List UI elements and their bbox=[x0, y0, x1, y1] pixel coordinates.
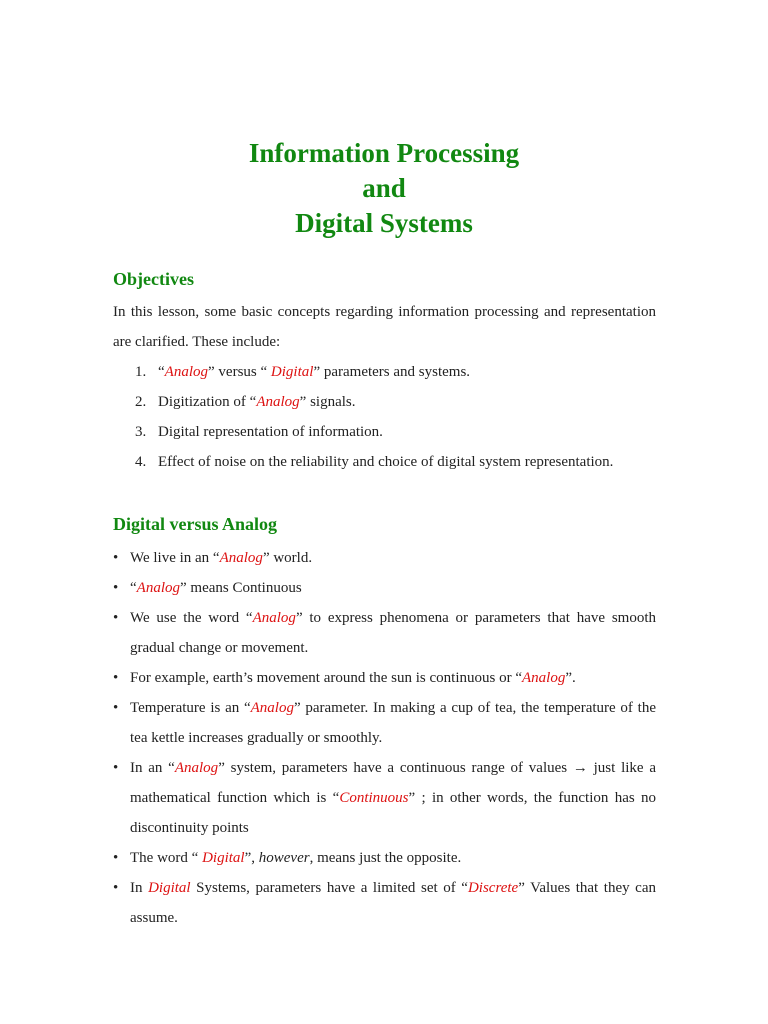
bullet-icon: • bbox=[113, 580, 119, 596]
title-line-1: Information Processing bbox=[248, 138, 520, 168]
objective-item: 3. Digital representation of information. bbox=[135, 424, 383, 440]
bullet-icon: • bbox=[113, 610, 119, 626]
title-line-2: and bbox=[362, 173, 406, 203]
digital-versus-analog-heading: Digital versus Analog bbox=[113, 514, 278, 534]
bullet-item: • In Digital Systems, parameters have a limited set of “Discrete” Values that they can assume. bbox=[113, 873, 656, 933]
bullet-icon: • bbox=[113, 670, 119, 686]
bullet-icon: • bbox=[113, 880, 119, 896]
arrow-right-icon: → bbox=[572, 760, 588, 776]
digital-versus-analog-list bbox=[113, 543, 656, 933]
bullet-icon: • bbox=[113, 700, 119, 716]
bullet-item: • In an “Analog” system, parameters have a continuous range of values → just like a mathematical function which is “Continuous” ; in other words, the function has no discontinuity points bbox=[113, 753, 656, 843]
document-title bbox=[0, 136, 768, 241]
bullet-item: • For example, earth’s movement around the sun is continuous or “Analog”. bbox=[113, 663, 656, 693]
objectives-heading: Objectives bbox=[113, 269, 194, 289]
bullet-item: • We live in an “Analog” world. bbox=[113, 543, 656, 573]
bullet-icon: • bbox=[113, 550, 119, 566]
bullet-item: • The word “ Digital”, however, means just the opposite. bbox=[113, 843, 656, 873]
objective-item: 2. Digitization of “Analog” signals. bbox=[135, 394, 356, 410]
title-line-3: Digital Systems bbox=[295, 208, 473, 238]
bullet-item: • We use the word “Analog” to express phenomena or parameters that have smooth gradual change or movement. bbox=[113, 603, 656, 663]
bullet-item: • Temperature is an “Analog” parameter. In making a cup of tea, the temperature of the tea kettle increases gradually or smoothly. bbox=[113, 693, 656, 753]
bullet-icon: • bbox=[113, 760, 119, 776]
objectives-list bbox=[135, 357, 656, 477]
objective-item: 1. “Analog” versus “ Digital” parameters and systems. bbox=[135, 364, 471, 380]
bullet-icon: • bbox=[113, 850, 119, 866]
objective-item: 4. Effect of noise on the reliability and choice of digital system representation. bbox=[135, 454, 614, 470]
objectives-intro: In this lesson, some basic concepts regarding information processing and representation are clarified. These include: bbox=[113, 304, 656, 350]
bullet-item: • “Analog” means Continuous bbox=[113, 573, 656, 603]
